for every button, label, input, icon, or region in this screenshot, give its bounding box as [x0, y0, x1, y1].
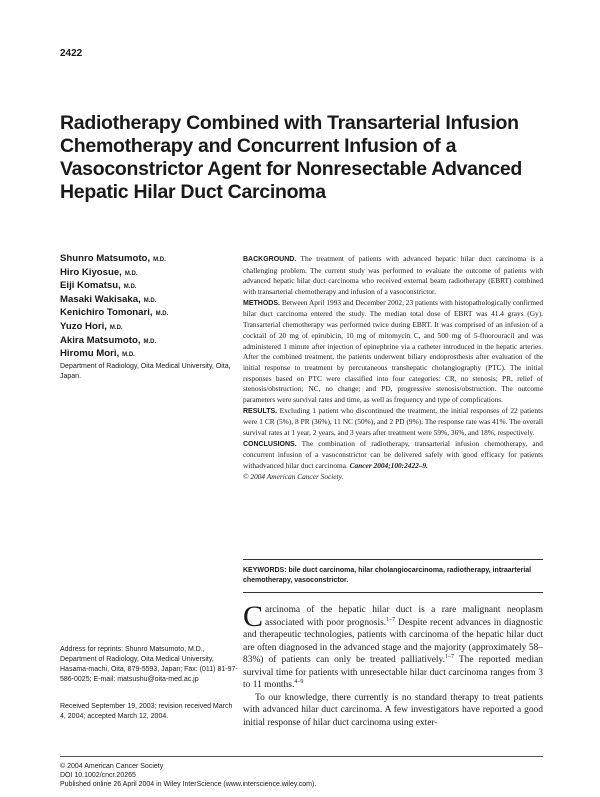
- section-text: Excluding 1 patient who discontinued the treatment, the initial responses of 22 patients were 1 CR (5%), 8 PR (36%), 11 NC (50%), and 2 PD (9%). The response rate was 41%. The overall survival rates at 1 year, 2 years, and 3 years after treatment were 59%, 36%, and 18%, respectively.: [243, 405, 544, 437]
- author-degree: M.D.: [124, 270, 138, 277]
- author-name: Hiromu Mori,: [60, 348, 120, 360]
- text: Despite recent advances in diagnostic and therapeutic technologies, patients with carcinoma of the hepatic hilar duct are often diagnosed in the advanced stage and the majority (approximately 58–83%) of patients can only be treated palliatively.: [243, 617, 543, 665]
- reference[interactable]: 1–7: [386, 616, 396, 623]
- author-list: [60, 253, 235, 362]
- author: [60, 294, 235, 308]
- abstract: [243, 254, 543, 482]
- author: [60, 280, 235, 294]
- author-degree: M.D.: [123, 284, 137, 291]
- author: [60, 307, 235, 321]
- affiliation: Department of Radiology, Oita Medical University, Oita, Japan.: [60, 363, 231, 380]
- body-text: [243, 600, 543, 729]
- page-number: 2422: [60, 48, 83, 59]
- divider: [60, 756, 543, 757]
- keywords-text: bile duct carcinoma, hilar cholangiocarcinoma, radiotherapy, intraarterial chemotherapy, vasoconstrictor.: [243, 567, 532, 584]
- section-head: RESULTS.: [243, 407, 278, 415]
- author-name: Shunro Matsumoto,: [60, 253, 151, 264]
- abstract-conclusions: [243, 439, 543, 472]
- abstract-results: [243, 406, 543, 439]
- abstract-methods: [243, 298, 543, 406]
- footer-published: Published online 26 April 2004 in Wiley InterScience (www.interscience.wiley.com).: [60, 781, 317, 788]
- author-degree: M.D.: [155, 311, 169, 318]
- abstract-background: [243, 254, 543, 298]
- section-head: BACKGROUND.: [243, 256, 297, 263]
- author-name: Kenichiro Tomonari,: [60, 307, 153, 319]
- section-text: The combination of radiotherapy, transarterial infusion chemotherapy, and concurrent infusion of a vasoconstrictor can be delivered safely with good efficacy for patients withadvanced hilar duct carcinoma.: [243, 438, 543, 471]
- author-name: Akira Matsumoto,: [60, 334, 141, 346]
- article-title: Radiotherapy Combined with Transarterial Infusion Chemotherapy and Concurrent Infusion of a Vasoconstrictor Agent for Nonresectable Advanced Hepatic Hilar Duct Carcinoma: [60, 112, 523, 203]
- text: arcinoma of the hepatic hilar duct is a rare malignant neoplasm associated with poor prognosis.: [265, 605, 543, 628]
- body-paragraph: [243, 600, 543, 692]
- section-text: The treatment of patients with advanced hepatic hilar duct carcinoma is a challenging problem. The current study was performed to evaluate the outcome of patients with advanced hepatic hilar duct carcinoma who received external beam radiotherapy (EBRT) combined with transarterial chemotherapy and infusion of a vasoconstrictor.: [243, 254, 543, 297]
- author: [60, 348, 235, 362]
- section-text: Between April 1993 and December 2002, 23 patients with histopathologically confirmed hilar duct carcinoma entered the study. The median total dose of EBRT was 41.4 grays (Gy). Transarterial chemotherapy was performed twice during EBRT. It was comprised of an infusion of a cocktail of 20 mg of epirubicin, 10 mg of mitomycin C, and 500 mg of 5-fluorouracil and was administered 1 minute after injection of epinephrine via a catheter introduced in the hepatic arteries. After the combined treatment, the patients underwent biliary endoprosthesis after evaluation of the initial response to treatment by percutaneous transhepatic cholangiography (PTC). The initial responses based on PTC were classified into four categories: CR, no stenosis; PR, relief of stenosis/obstruction; NC, no change; and PD, progressive stenosis/obstruction. The outcome parameters were survival rates and time, as well as frequency and type of complications.: [243, 297, 543, 404]
- author-name: Masaki Wakisaka,: [60, 293, 141, 305]
- author-name: Eiji Komatsu,: [60, 280, 121, 292]
- reprint-address: Address for reprints: Shunro Matsumoto, M.D., Department of Radiology, Oita Medical University, Hasama-machi, Oita, 879-5593, Japan; Fax: (011) 81-97-586-0025; E-mail: matsushu@oita-med.ac.jp: [60, 646, 238, 683]
- footer-doi: DOI 10.1002/cncr.20265: [60, 772, 136, 779]
- keywords: [243, 566, 543, 586]
- author: [60, 335, 235, 349]
- author-name: Yuzo Hori,: [60, 320, 107, 332]
- author-degree: M.D.: [109, 324, 123, 331]
- reference[interactable]: 1–7: [444, 653, 454, 660]
- author: [60, 267, 235, 281]
- author: [60, 321, 235, 335]
- author-degree: M.D.: [143, 297, 157, 304]
- author-degree: M.D.: [122, 352, 135, 359]
- text: The reported median survival time for patients with unresectable hilar duct carcinoma ranges from 3 to 11 months.: [243, 655, 543, 690]
- divider: [243, 559, 543, 560]
- divider: [243, 592, 543, 593]
- keywords-label: KEYWORDS:: [243, 567, 287, 574]
- footer: [60, 762, 543, 789]
- drop-cap: C: [243, 600, 264, 633]
- author: [60, 253, 235, 267]
- section-head: METHODS.: [243, 299, 280, 307]
- section-head: CONCLUSIONS.: [243, 440, 297, 448]
- abstract-copyright: [243, 472, 543, 483]
- received-dates: Received September 19, 2003; revision received March 4, 2004; accepted March 12, 2004.: [60, 703, 233, 720]
- author-name: Hiro Kiyosue,: [60, 266, 122, 278]
- reference[interactable]: 4–9: [294, 678, 304, 685]
- citation: Cancer 2004;100:2422–9.: [349, 461, 428, 471]
- copyright-line: © 2004 American Cancer Society.: [243, 471, 344, 481]
- author-degree: M.D.: [153, 257, 166, 263]
- author-degree: M.D.: [143, 338, 157, 345]
- body-paragraph: To our knowledge, there currently is no standard therapy to treat patients with advanced hilar duct carcinoma. A few investigators have reported a good initial response of hilar duct carcinoma using exter-: [243, 692, 543, 728]
- footer-copyright: © 2004 American Cancer Society: [60, 763, 164, 770]
